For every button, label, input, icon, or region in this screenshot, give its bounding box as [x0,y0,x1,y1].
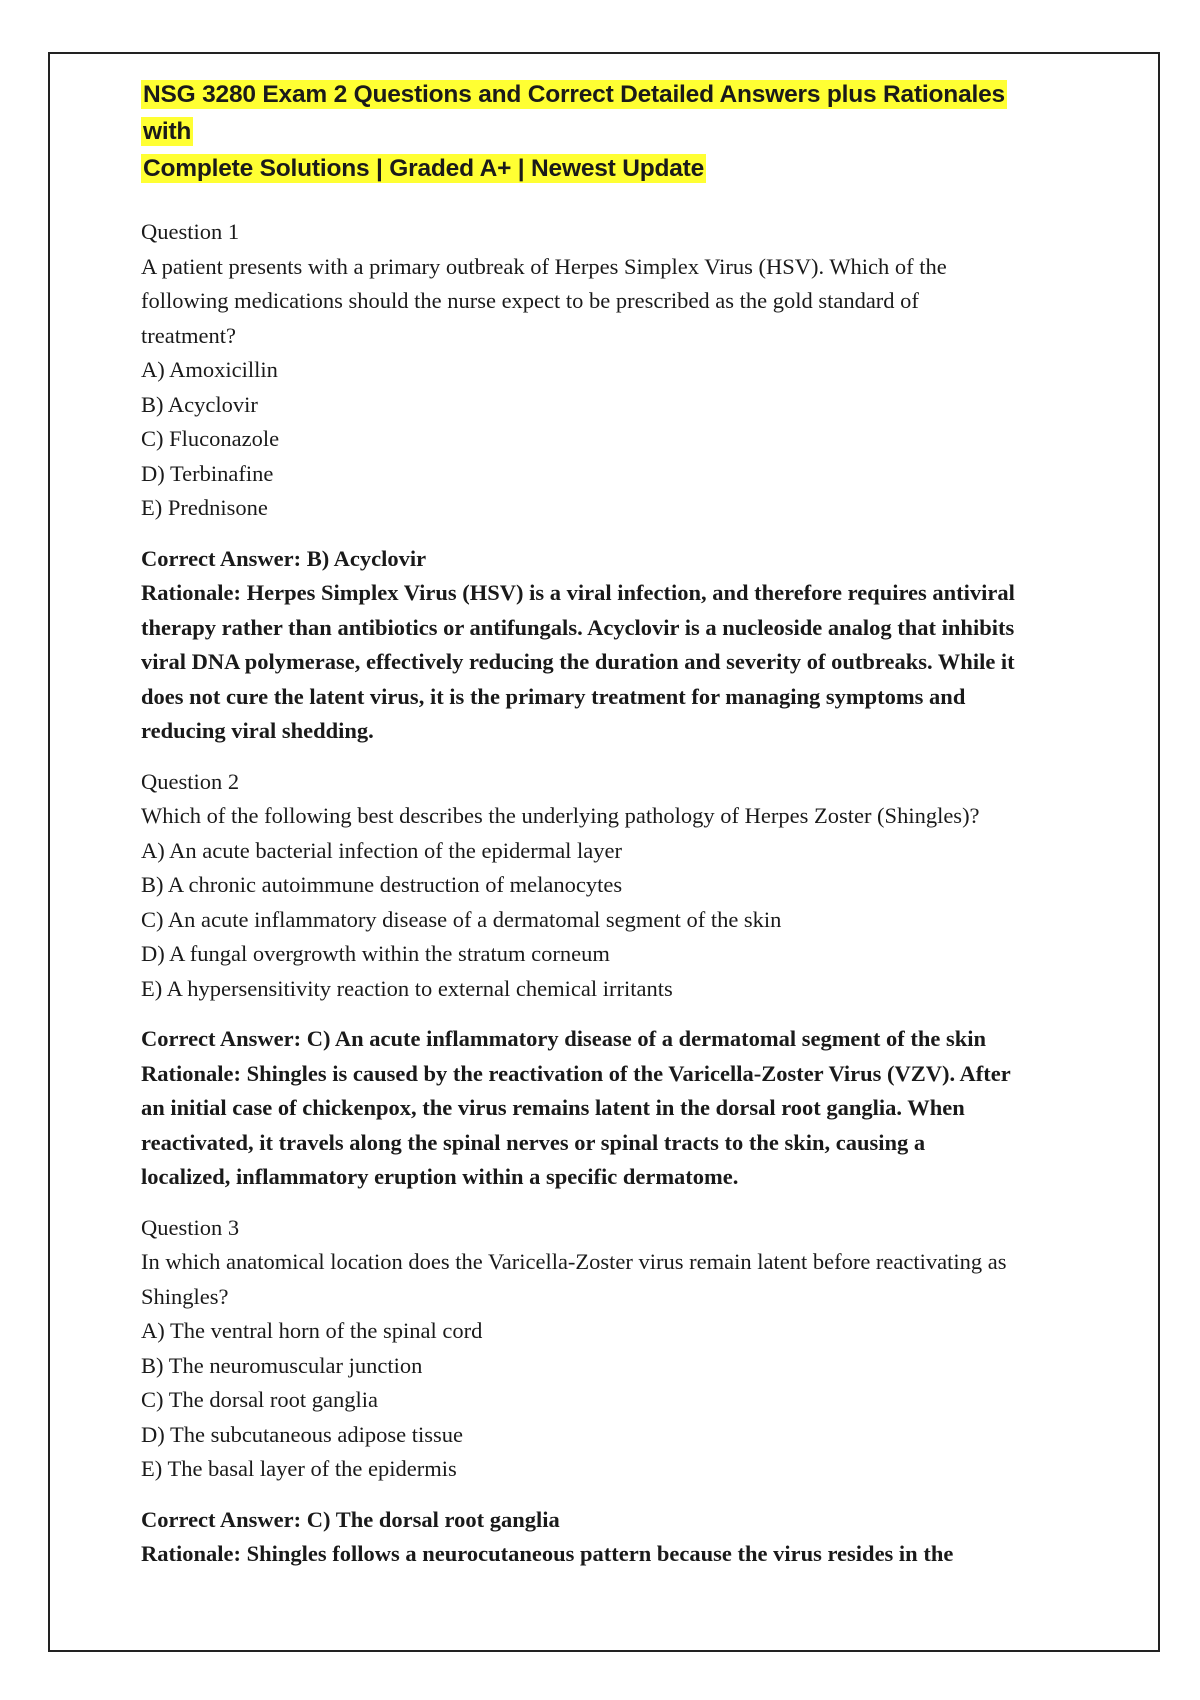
option-b: B) Acyclovir [141,391,258,417]
question-stem-line: treatment? [141,322,236,348]
answer-options [141,834,1061,1007]
rationale-line: therapy rather than antibiotics or antifungals. Acyclovir is a nucleoside analog that inhibits [141,614,1015,640]
answer-options [141,353,1061,526]
document-title [141,76,1061,187]
option-e: E) The basal layer of the epidermis [141,1456,457,1481]
option-e: E) A hypersensitivity reaction to external chemical irritants [141,975,673,1001]
rationale-line: an initial case of chickenpox, the virus remains latent in the dorsal root ganglia. When [141,1095,965,1120]
rationale-line: Rationale: Shingles is caused by the reactivation of the Varicella-Zoster Virus (VZV). After [141,1060,1011,1086]
rationale-line: Rationale: Shingles follows a neurocutaneous pattern because the virus resides in the [141,1541,954,1566]
rationale-line: localized, inflammatory eruption within a specific dermatome. [141,1164,739,1189]
question-2 [141,765,1061,1195]
question-1 [141,215,1061,749]
option-d: D) Terbinafine [141,460,274,486]
answer-block [141,1503,1061,1572]
rationale-line: reducing viral shedding. [141,718,374,743]
correct-answer: Correct Answer: B) Acyclovir [141,545,427,571]
option-c: C) The dorsal root ganglia [141,1387,379,1412]
option-a: A) Amoxicillin [141,357,278,382]
question-label: Question 2 [141,768,240,794]
question-label: Question 3 [141,1214,240,1240]
correct-answer: Correct Answer: C) The dorsal root ganglia [141,1506,560,1532]
option-a: A) An acute bacterial infection of the epidermal layer [141,837,623,863]
option-b: B) A chronic autoimmune destruction of melanocytes [141,872,623,897]
answer-block [141,1022,1061,1195]
option-a: A) The ventral horn of the spinal cord [141,1318,483,1343]
rationale-line: Rationale: Herpes Simplex Virus (HSV) is a viral infection, and therefore requires antiviral [141,580,1015,605]
rationale-line: does not cure the latent virus, it is the primary treatment for managing symptoms and [141,683,966,709]
document-body [141,76,1061,1588]
question-stem-line: In which anatomical location does the Varicella-Zoster virus remain latent before reactivating as [141,1249,1007,1274]
title-line-2: Complete Solutions | Graded A+ | Newest Update [143,155,705,182]
rationale-line: viral DNA polymerase, effectively reducing the duration and severity of outbreaks. While it [141,649,1015,674]
answer-options [141,1314,1061,1487]
rationale-line: reactivated, it travels along the spinal nerves or spinal tracts to the skin, causing a [141,1129,926,1155]
question-label: Question 1 [141,219,240,244]
option-d: D) A fungal overgrowth within the stratum corneum [141,941,610,966]
option-e: E) Prednisone [141,495,268,520]
option-b: B) The neuromuscular junction [141,1352,423,1378]
question-stem-line: Shingles? [141,1283,229,1309]
question-stem-line: A patient presents with a primary outbreak of Herpes Simplex Virus (HSV). Which of the [141,253,947,279]
option-c: C) An acute inflammatory disease of a dermatomal segment of the skin [141,906,782,932]
answer-block [141,542,1061,749]
question-stem-line: following medications should the nurse expect to be prescribed as the gold standard of [141,288,919,313]
question-3 [141,1211,1061,1572]
correct-answer: Correct Answer: C) An acute inflammatory disease of a dermatomal segment of the skin [141,1026,987,1051]
title-line-1: NSG 3280 Exam 2 Questions and Correct Detailed Answers plus Rationales with [143,81,1005,145]
question-stem-line: Which of the following best describes the underlying pathology of Herpes Zoster (Shingles)? [141,803,980,828]
option-d: D) The subcutaneous adipose tissue [141,1421,464,1447]
option-c: C) Fluconazole [141,426,280,451]
